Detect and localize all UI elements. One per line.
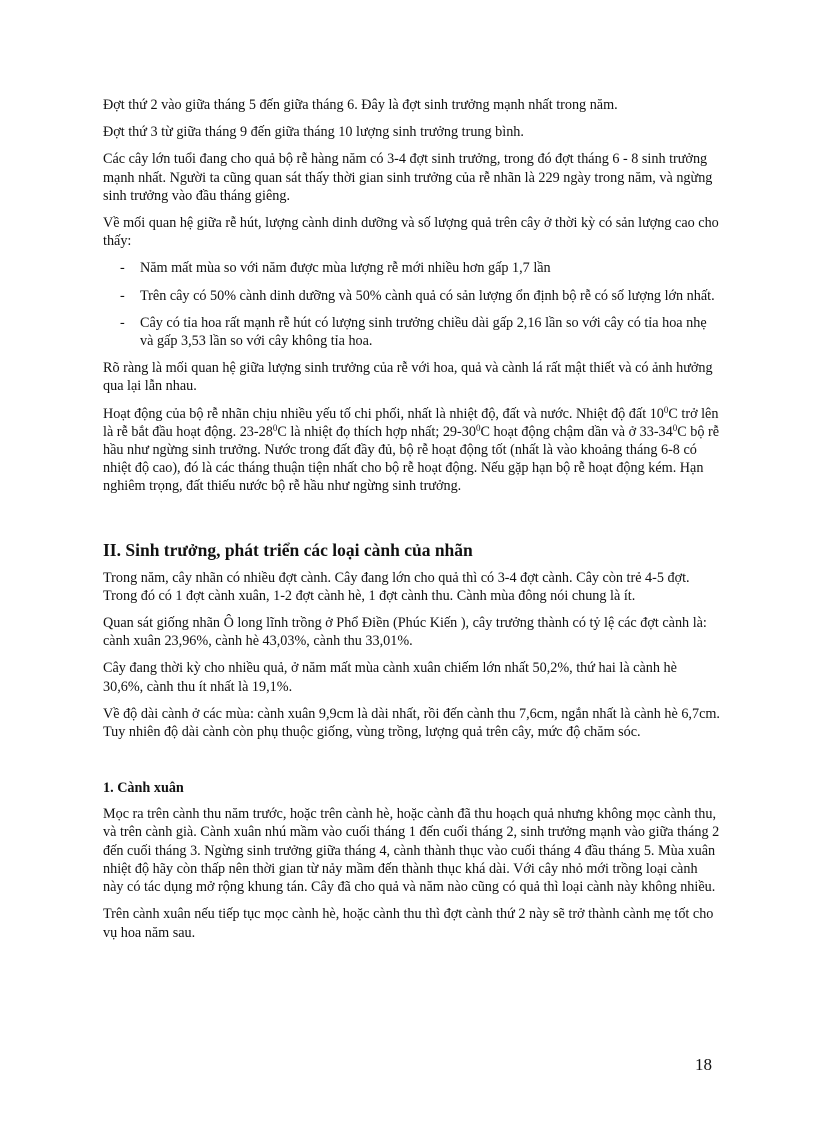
paragraph: Đợt thứ 3 từ giữa tháng 9 đến giữa tháng 10 lượng sinh trưởng trung bình. — [103, 124, 524, 141]
paragraph: Rõ ràng là mối quan hệ giữa lượng sinh trưởng của rễ với hoa, quả và cành lá rất mật thiết và có ảnh hưởng qua lại lẫn nhau. — [103, 360, 713, 395]
paragraph: Đợt thứ 2 vào giữa tháng 5 đến giữa tháng 6. Đây là đợt sinh trưởng mạnh nhất trong năm. — [103, 97, 618, 113]
list-item: - Trên cây có 50% cành dinh dưỡng và 50% cành quả có sản lượng ổn định bộ rễ có số lượng lớn nhất. — [120, 287, 715, 304]
paragraph: Cây đang thời kỳ cho nhiều quả, ở năm mất mùa cành xuân chiếm lớn nhất 50,2%, thứ hai là cành hè 30,6%, cành thu ít nhất là 19,1%. — [103, 660, 677, 695]
subsection-heading: 1. Cành xuân — [103, 780, 184, 797]
paragraph: Trên cành xuân nếu tiếp tục mọc cành hè, hoặc cành thu thì đợt cành thứ 2 này sẽ trở thành cành mẹ tốt cho vụ hoa năm sau. — [103, 906, 714, 941]
list-item: - Cây có tỉa hoa rất mạnh rễ hút có lượng sinh trưởng chiều dài gấp 2,16 lần so với cây có tỉa hoa nhẹ và gấp 3,53 lần so với cây không tỉa hoa. — [120, 314, 707, 350]
document-page — [103, 96, 720, 951]
paragraph: Về mối quan hệ giữa rễ hút, lượng cành dinh dưỡng và số lượng quả trên cây ở thời kỳ có sản lượng cao cho thấy: — [103, 215, 719, 250]
paragraph: Quan sát giống nhãn Ô long lĩnh trồng ở Phổ Điền (Phúc Kiến ), cây trưởng thành có tỷ lệ các đợt cành là: cành xuân 23,96%, cành hè 43,03%, cành thu 33,01%. — [103, 615, 707, 650]
list-item: - Năm mất mùa so với năm được mùa lượng rễ mới nhiều hơn gấp 1,7 lần — [120, 260, 551, 277]
paragraph: Trong năm, cây nhãn có nhiều đợt cành. Cây đang lớn cho quả thì có 3-4 đợt cành. Cây còn trẻ 4-5 đợt. Trong đó có 1 đợt cành xuân, 1-2 đợt cành hè, 1 đợt cành thu. Cành mùa đông nói chung là ít. — [103, 569, 690, 604]
paragraph: Về độ dài cành ở các mùa: cành xuân 9,9cm là dài nhất, rồi đến cành thu 7,6cm, ngắn nhất là cành hè 6,7cm. Tuy nhiên độ dài cành còn phụ thuộc giống, vùng trồng, lượng quả trên cây, mức độ chăm sóc. — [103, 705, 720, 741]
paragraph: Mọc ra trên cành thu năm trước, hoặc trên cành hè, hoặc cành đã thu hoạch quả nhưng không mọc cành thu, và trên cành già. Cành xuân nhú mầm vào cuối tháng 1 đến cuối tháng 2, sinh trưởng mạnh vào giữa tháng 2 đến cuối tháng 3. Ngừng sinh trưởng giữa tháng 4, cành thành thục vào cuối tháng 4 đầu tháng 5. Mùa xuân nhiệt độ hãy còn thấp nên thời gian từ nảy mầm đến thành thục khá dài. Với cây nhỏ mới trồng loại cành này có tác dụng mở rộng khung tán. Cây đã cho quả và năm nào cũng có quả thì loại cành này không nhiều. — [103, 806, 720, 896]
bullet-list — [103, 259, 720, 350]
page-number: 18 — [695, 1055, 712, 1074]
paragraph: Các cây lớn tuổi đang cho quả bộ rễ hàng năm có 3-4 đợt sinh trưởng, trong đó đợt tháng 6 - 8 sinh trưởng mạnh nhất. Người ta cũng quan sát thấy thời gian sinh trưởng của rễ nhãn là 229 ngày trong năm, và ngừng sinh trưởng vào đầu tháng giêng. — [103, 151, 713, 204]
section-heading: II. Sinh trưởng, phát triển các loại cành của nhãn — [103, 539, 473, 560]
paragraph-temperature: Hoạt động của bộ rễ nhãn chịu nhiều yếu tố chi phối, nhất là nhiệt độ, đất và nước. Nhiệt độ đất $10^0C$ trở lên là rễ bắt đầu hoạt động. $23-28^0C$ là nhiệt đọ thích hợp nhất; $29-30^0C$ hoạt động chậm dần và ở $33-34^0C$ bộ rễ hầu như ngừng sinh trưởng. Nước trong đất đầy đủ, bộ rễ hoạt động tốt (nhất là vào khoảng tháng 6-8 có nhiệt độ cao), đó là các tháng thuận tiện nhất cho bộ rễ hoạt động. Nếu gặp hạn bộ rễ hoạt động kém. Hạn nghiêm trọng, đất thiếu nước bộ rễ hầu như ngừng sinh trưởng. — [103, 404, 720, 495]
